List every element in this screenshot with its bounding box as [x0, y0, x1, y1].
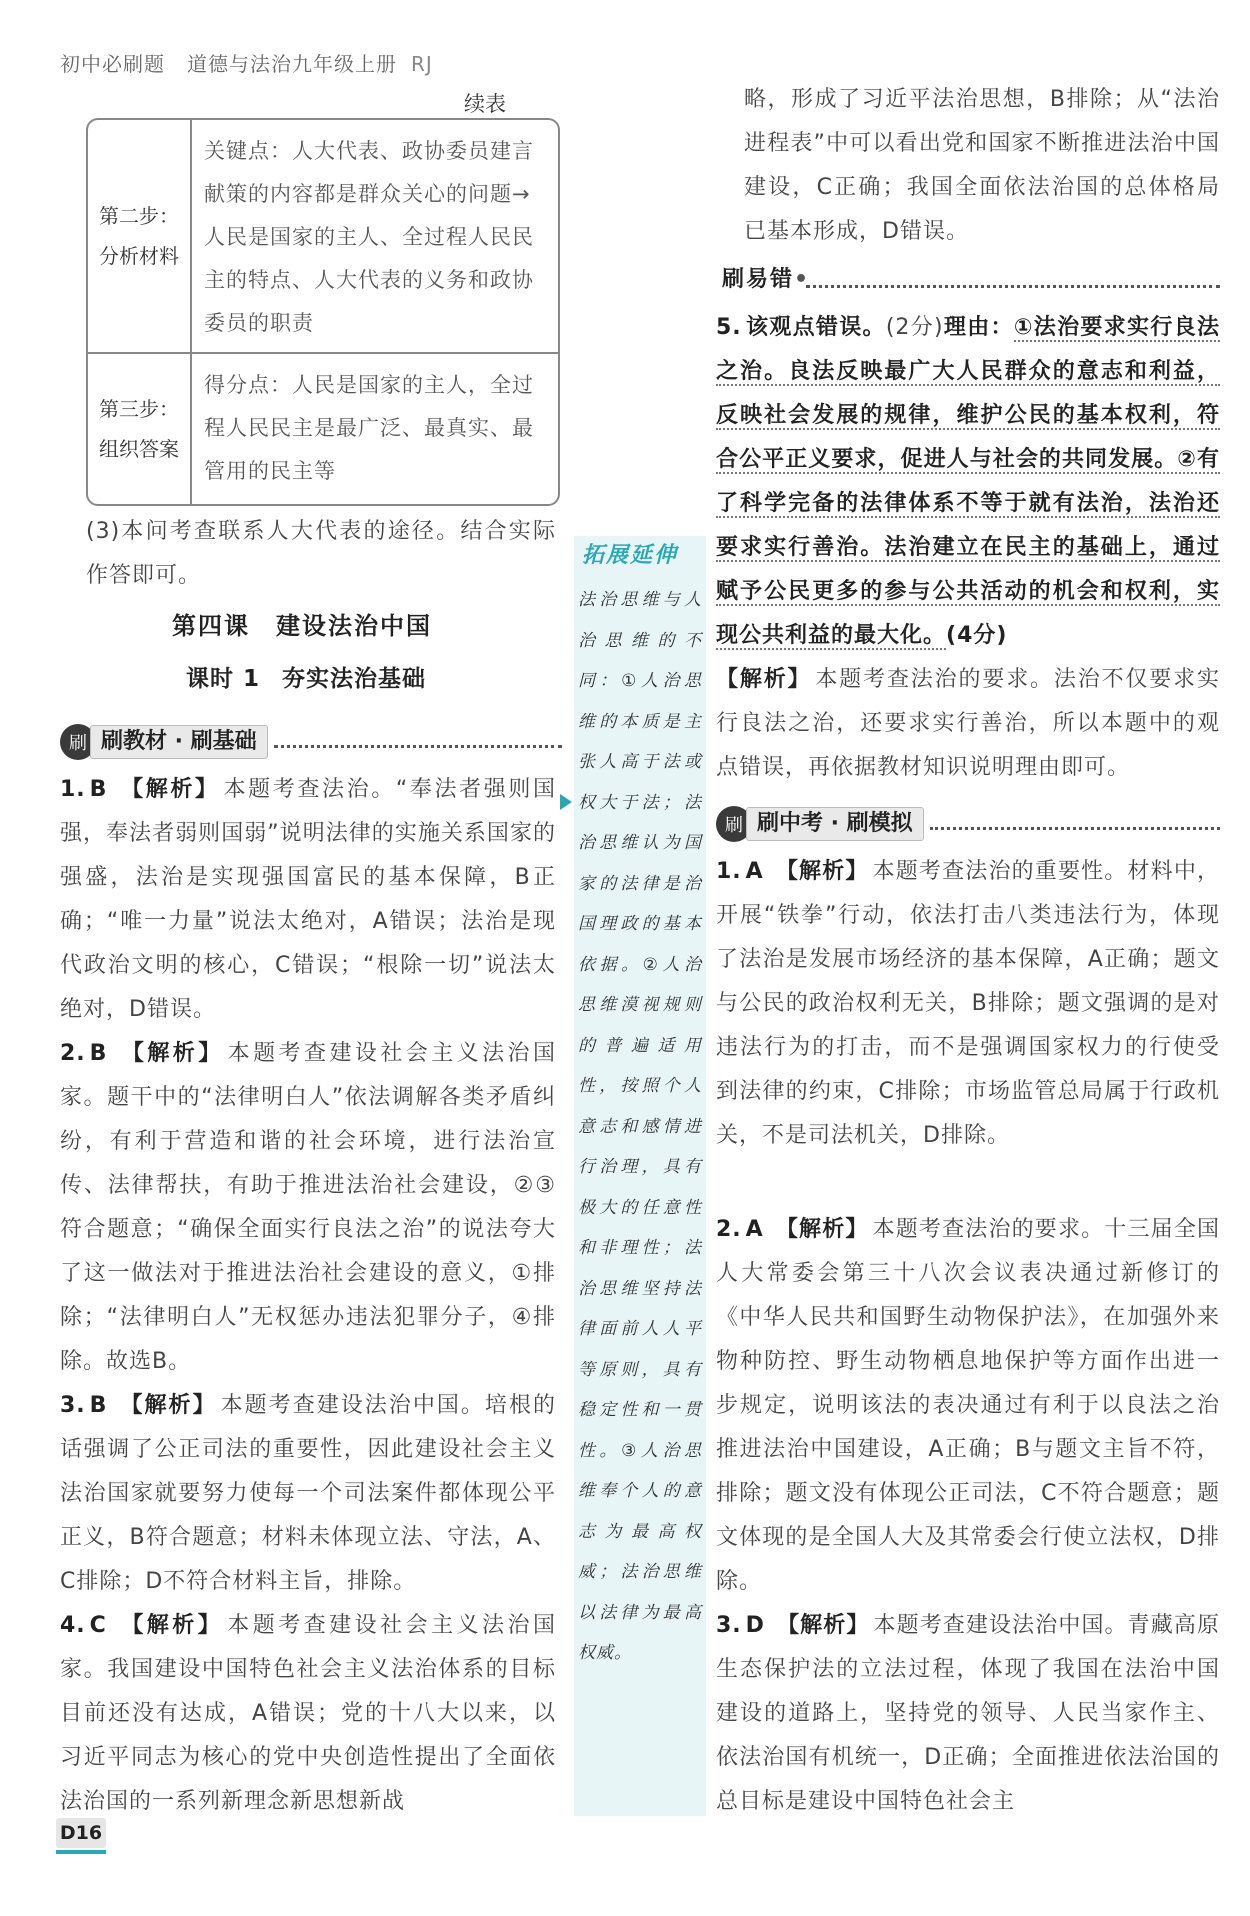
table-row-label: 第二步： 分析材料 [88, 120, 192, 352]
table-row [88, 354, 558, 504]
continued-paragraph: 略，形成了习近平法治思想，B排除；从“法治进程表”中可以看出党和国家不断推进法治中国建设，C正确；我国全面依法治国的总体格局已基本形成，D错误。 [744, 87, 1220, 244]
page-header [60, 48, 433, 77]
pointer-arrow-icon [560, 794, 572, 810]
continued-label: 续表 [464, 92, 506, 116]
dotted-divider [274, 745, 562, 748]
table-row-text: 关键点：人大代表、政协委员建言献策的内容都是群众关心的问题→人民是国家的主人、全过程人民民主的特点、人大代表的义务和政协委员的职责 [204, 139, 534, 335]
section-header-exams [716, 804, 1220, 844]
dotted-divider [930, 827, 1220, 830]
answer-item: 1. B 【解析】 本题考查法治。“奉法者强则国强，奉法者弱则国弱”说明法律的实施关系国家的强盛，法治是实现强国富民的基本保障，B正确；“唯一力量”说法太绝对，A错误；法治是现代政治文明的核心，C错误；“根除一切”说法太绝对，D错误。 [60, 777, 556, 1022]
section-label: 刷中考 · 刷模拟 [746, 807, 924, 841]
section-label: 刷教材 · 刷基础 [90, 725, 268, 759]
dotted-divider [806, 285, 1220, 288]
table-row-label: 第三步： 组织答案 [88, 354, 192, 504]
book-name: 初中必刷题 [60, 52, 165, 76]
section-header-basics [60, 722, 562, 762]
page-number: D16 [56, 1818, 106, 1848]
book-icon: 刷 [716, 806, 752, 842]
answer-item: 4. C 【解析】 本题考查建设社会主义法治国家。我国建设中国特色社会主义法治体系的目标目前还没有达成，A错误；党的十八大以来，以习近平同志为核心的党中央创造性提出了全面依法治国的一系列新理念新思想新战 [60, 1613, 556, 1814]
period-title: 课时 1 夯实法治基础 [186, 666, 427, 692]
page-number-accent [56, 1850, 106, 1854]
table-row-text: 得分点：人民是国家的主人，全过程人民民主是最广泛、最真实、最管用的民主等 [204, 373, 534, 483]
book-icon: 刷 [60, 724, 96, 760]
answer-item: 5. 该观点错误。(2分)理由：①法治要求实行良法之治。良法反映最广大人民群众的意志和利益，反映社会发展的规律，维护公民的基本权利，符合公平正义要求，促进人与社会的共同发展。②有了科学完备的法律体系不等于就有法治，法治还要求实行善治。法治建立在民主的基础上，通过赋予公民更多的参与公共活动的机会和权利，实现公共利益的最大化。(4分) 【解析】 本题考查法治的要求。法治不仅要求实行良法之治，还要求实行善治，所以本题中的观点错误，再依据教材知识说明理由即可。 [716, 315, 1220, 780]
intro-paragraph: (3)本问考查联系人大代表的途径。结合实际作答即可。 [86, 519, 556, 588]
answer-item: 1. A 【解析】 本题考查法治的重要性。材料中，开展“铁拳”行动，依法打击八类违法行为，体现了法治是发展市场经济的基本保障，A正确；题文与公民的政治权利无关，B排除；题文强调的是对违法行为的打击，而不是强调国家权力的行使受到法律的约束，C排除；市场监管总局属于行政机关，不是司法机关，D排除。 [716, 859, 1220, 1148]
edition-mark: RJ [411, 52, 433, 76]
sidebar-body: 法治思维与人治思维的不同：①人治思维的本质是主张人高于法或权大于法；法治思维认为国家的法律是治国理政的基本依据。②人治思维漠视规则的普遍适用性，按照个人意志和感情进行治理，具有极大的任意性和非理性；法治思维坚持法律面前人人平等原则，具有稳定性和一贯性。③人治思维奉个人的意志为最高权威；法治思维以法律为最高权威。 [578, 590, 702, 1663]
section-header-errors: 刷易错• [722, 267, 811, 292]
analysis-steps-table [86, 118, 560, 506]
answer-item: 2. A 【解析】 本题考查法治的要求。十三届全国人大常委会第三十八次会议表决通过新修订的《中华人民共和国野生动物保护法》，在加强外来物种防控、野生动物栖息地保护等方面作出进一步规定，说明该法的表决通过有利于以良法之治推进法治中国建设，A正确；B与题文主旨不符，排除；题文没有体现公正司法，C不符合题意；题文体现的是全国人大及其常委会行使立法权，D排除。 [716, 1217, 1220, 1594]
lesson-title: 第四课 建设法治中国 [172, 612, 432, 640]
sidebar-heading: 拓展延伸 [582, 543, 679, 568]
extension-sidebar [574, 536, 706, 1816]
table-row [88, 120, 558, 354]
answer-item: 3. B 【解析】 本题考查建设法治中国。培根的话强调了公正司法的重要性，因此建设社会主义法治国家就要努力使每一个司法案件都体现公平正义，B符合题意；材料未体现立法、守法，A、C排除；D不符合材料主旨，排除。 [60, 1393, 556, 1594]
answer-item: 2. B 【解析】 本题考查建设社会主义法治国家。题干中的“法律明白人”依法调解各类矛盾纠纷，有利于营造和谐的社会环境，进行法治宣传、法律帮扶，有助于推进法治社会建设，②③符合题意；“确保全面实行良法之治”的说法夸大了这一做法对于推进法治社会建设的意义，①排除；“法律明白人”无权惩办违法犯罪分子，④排除。故选B。 [60, 1041, 556, 1374]
answer-item: 3. D 【解析】 本题考查建设法治中国。青藏高原生态保护法的立法过程，体现了我国在法治中国建设的道路上，坚持党的领导、人民当家作主、依法治国有机统一，D正确；全面推进依法治国的总目标是建设中国特色社会主 [716, 1613, 1220, 1814]
subject-name: 道德与法治九年级上册 [187, 52, 397, 76]
